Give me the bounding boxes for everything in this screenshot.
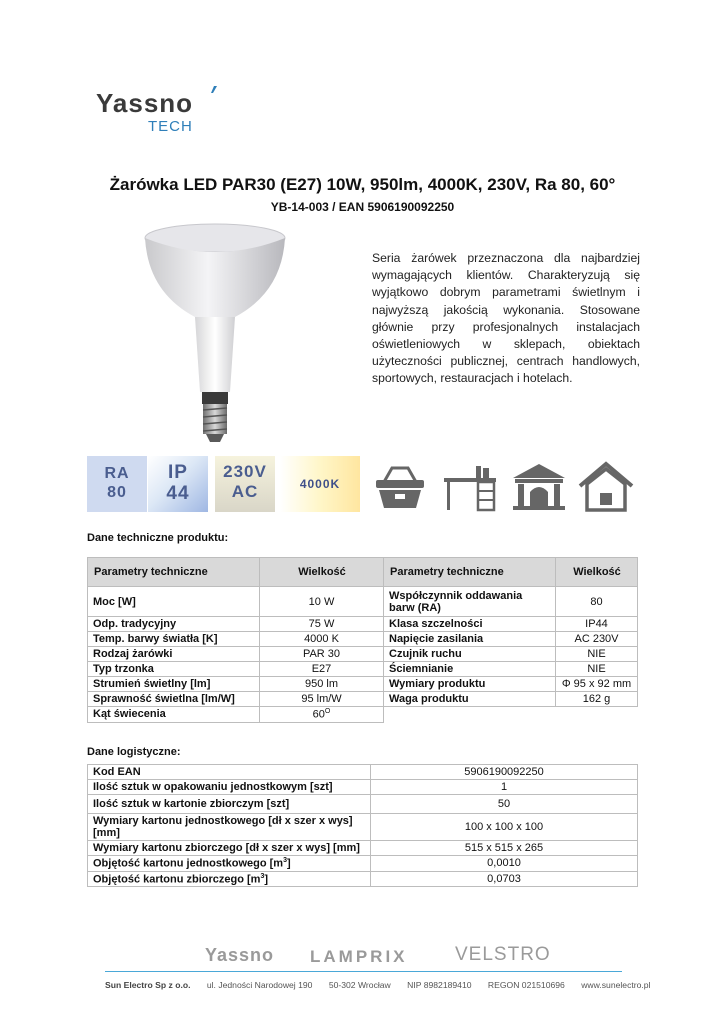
- logi-value: 50: [371, 795, 638, 814]
- footer-brand-lamprix: LAMPRIX: [310, 947, 408, 966]
- footer-brand-yassno: Yassno: [205, 945, 275, 965]
- table-row: [88, 871, 638, 887]
- param-value: E27: [260, 662, 384, 677]
- voltage-badge-value: 230V: [223, 462, 267, 481]
- ra-badge: [87, 456, 147, 512]
- logi-label: [88, 871, 371, 887]
- param-label: Klasa szczelności: [384, 617, 556, 632]
- param-label: Typ trzonka: [88, 662, 260, 677]
- param-value: 4000 K: [260, 632, 384, 647]
- footer-nip: NIP 8982189410: [407, 980, 472, 990]
- desk-icon: [440, 460, 500, 512]
- degree-mark: O: [324, 708, 331, 715]
- param-value: NIE: [556, 662, 638, 677]
- logi-value: 5906190092250: [371, 765, 638, 780]
- logi-value: 0,0010: [371, 856, 638, 872]
- footer-brand-velstro: VELSTRO: [455, 944, 551, 965]
- ra-badge-label: RA: [104, 465, 130, 482]
- param-value: IP44: [556, 617, 638, 632]
- table-row: [88, 587, 638, 617]
- logi-label-text: Objętość kartonu zbiorczego [m: [93, 873, 261, 886]
- tech-table-header: [88, 558, 638, 587]
- footer-regon: REGON 021510696: [487, 980, 565, 990]
- product-bulb-image: [140, 222, 290, 447]
- tech-header-param-1: Parametry techniczne: [88, 558, 260, 587]
- logi-value: 1: [371, 780, 638, 795]
- cubic-mark: 3: [283, 857, 287, 864]
- param-value: 950 lm: [260, 677, 384, 692]
- logo-sub-text: TECH: [148, 118, 193, 135]
- product-code: YB-14-003 / EAN 5906190092250: [270, 200, 455, 214]
- param-value: AC 230V: [556, 632, 638, 647]
- param-value: PAR 30: [260, 647, 384, 662]
- footer-company-info: [105, 980, 651, 990]
- tech-header-param-2: Parametry techniczne: [384, 558, 556, 587]
- logi-label-tail: ]: [264, 873, 269, 886]
- param-label: Temp. barwy światła [K]: [88, 632, 260, 647]
- param-value: 162 g: [556, 692, 638, 707]
- param-value: 10 W: [260, 587, 384, 617]
- logi-label: [88, 856, 371, 872]
- table-row: [88, 662, 638, 677]
- footer-brands: [200, 943, 551, 969]
- tech-section-label: Dane techniczne produktu:: [87, 532, 229, 544]
- empty-cell: [384, 707, 556, 723]
- param-value: NIE: [556, 647, 638, 662]
- param-label: Czujnik ruchu: [384, 647, 556, 662]
- footer-city: 50-302 Wrocław: [328, 980, 391, 990]
- ip-badge: [148, 456, 208, 512]
- param-label: Kąt świecenia: [88, 707, 260, 723]
- param-label: Rodzaj żarówki: [88, 647, 260, 662]
- ip-badge-value: 44: [166, 483, 190, 504]
- logi-label: Wymiary kartonu jednostkowego [dł x szer x wys] [mm]: [88, 814, 371, 841]
- footer-divider: [105, 971, 622, 972]
- footer-company: Sun Electro Sp z o.o.: [105, 980, 191, 990]
- param-value: 80: [556, 587, 638, 617]
- logi-label: Wymiary kartonu zbiorczego [dł x szer x wys] [mm]: [88, 841, 371, 856]
- param-value: 75 W: [260, 617, 384, 632]
- color-temp-value: 4000K: [299, 477, 341, 491]
- ra-badge-value: 80: [107, 484, 127, 501]
- logi-label-tail: ]: [286, 857, 291, 870]
- param-label: Ściemnianie: [384, 662, 556, 677]
- empty-cell: [556, 707, 638, 723]
- table-row: [88, 856, 638, 872]
- param-value: 95 lm/W: [260, 692, 384, 707]
- ip-badge-label: IP: [168, 462, 188, 483]
- param-label: Sprawność świetlna [lm/W]: [88, 692, 260, 707]
- param-label: Waga produktu: [384, 692, 556, 707]
- param-value: Φ 95 x 92 mm: [556, 677, 638, 692]
- building-icon: [509, 460, 569, 512]
- table-row: [88, 647, 638, 662]
- table-row: [88, 841, 638, 856]
- table-row: [88, 677, 638, 692]
- logi-value: 0,0703: [371, 871, 638, 887]
- logi-value: 515 x 515 x 265: [371, 841, 638, 856]
- cubic-mark: 3: [260, 872, 265, 880]
- logi-value: 100 x 100 x 100: [371, 814, 638, 841]
- param-label: Strumień świetlny [lm]: [88, 677, 260, 692]
- tech-table: [87, 557, 638, 723]
- logi-label-text: Objętość kartonu jednostkowego [m: [93, 857, 284, 870]
- param-label: Wymiary produktu: [384, 677, 556, 692]
- logi-section-label: Dane logistyczne:: [87, 746, 181, 758]
- home-icon: [576, 460, 636, 512]
- table-row: [88, 617, 638, 632]
- table-row: [88, 632, 638, 647]
- table-row: [88, 692, 638, 707]
- param-label: Współczynnik oddawania barw (RA): [384, 587, 556, 617]
- product-title: Żarówka LED PAR30 (E27) 10W, 950lm, 4000K, 230V, Ra 80, 60°: [109, 175, 616, 194]
- table-row: [88, 765, 638, 780]
- logi-label: Ilość sztuk w kartonie zbiorczym [szt]: [88, 795, 371, 814]
- beam-angle-value: 60: [312, 708, 325, 721]
- tech-header-value-2: Wielkość: [556, 558, 638, 587]
- table-row: [88, 780, 638, 795]
- logi-label: Kod EAN: [88, 765, 371, 780]
- voltage-badge-type: AC: [231, 482, 259, 501]
- logi-label: Ilość sztuk w opakowaniu jednostkowym [szt]: [88, 780, 371, 795]
- tech-header-value-1: Wielkość: [260, 558, 384, 587]
- param-label: Napięcie zasilania: [384, 632, 556, 647]
- param-value: [260, 707, 384, 723]
- voltage-badge: [215, 456, 275, 512]
- logistics-table: [87, 764, 638, 887]
- table-row: [88, 795, 638, 814]
- shopping-basket-icon: [370, 460, 430, 512]
- logo-accent-icon: [208, 86, 218, 98]
- logo-brand-text: Yassno: [96, 88, 194, 118]
- table-row: [88, 707, 638, 723]
- color-temp-badge: [280, 456, 360, 512]
- table-row: [88, 814, 638, 841]
- brand-logo: [96, 88, 226, 138]
- product-description: Seria żarówek przeznaczona dla najbardziej wymagających klientów. Charakteryzują się wyjątkowo dobrym parametrami świetlnym i najwyższą jakością wykonania. Stosowane głównie przy profesjonalnych instalacjach oświetleniowych w sklepach, obiektach użyteczności publicznej, centrach handlowych, sportowych, restauracjach i hotelach.: [372, 251, 640, 386]
- footer-website[interactable]: www.sunelectro.pl: [581, 980, 651, 990]
- param-label: Moc [W]: [88, 587, 260, 617]
- footer-address: ul. Jedności Narodowej 190: [206, 980, 313, 990]
- param-label: Odp. tradycyjny: [88, 617, 260, 632]
